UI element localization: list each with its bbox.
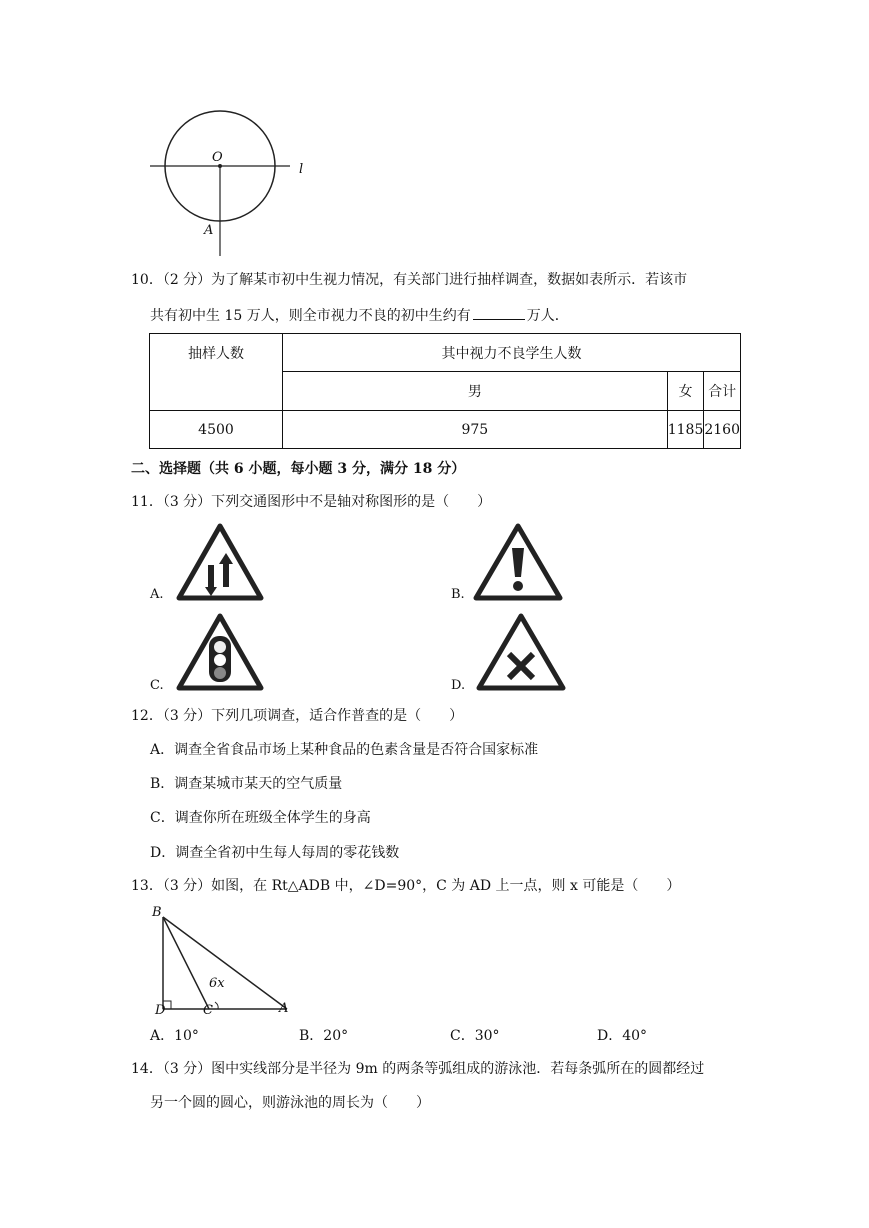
th-bad: 其中视力不良学生人数 [283, 334, 741, 372]
q11-label-d: D. [451, 678, 466, 693]
label-l: l [299, 162, 304, 177]
td-female: 1185 [667, 411, 704, 449]
q12-option-d: D．调查全省初中生每人每周的零花钱数 [150, 845, 400, 861]
sign-c-traffic-light-icon [175, 612, 265, 692]
q12-option-a: A．调查全省食品市场上某种食品的色素含量是否符合国家标准 [150, 742, 539, 758]
label-b: B [152, 905, 162, 920]
q11-label-a: A. [150, 587, 164, 602]
label-a: A [204, 223, 214, 238]
triangle-figure [145, 905, 295, 1020]
label-a2: A [279, 1001, 289, 1016]
q10-line2-post: 万人． [526, 308, 569, 324]
q13-option-d: D．40° [597, 1028, 648, 1044]
q10-line1: 10．（2 分）为了解某市初中生视力情况，有关部门进行抽样调查，数据如表所示．若该市 [131, 272, 688, 288]
q11-label-c: C. [150, 678, 164, 693]
sign-a-two-way-traffic-icon [175, 522, 265, 602]
circle-line-figure [140, 108, 320, 258]
q13-stem: 13．（3 分）如图，在 Rt△ADB 中，∠D=90°，C 为 AD 上一点，则 x 可能是（ ） [131, 878, 681, 894]
q12-option-b: B．调查某城市某天的空气质量 [150, 776, 343, 792]
th-sample: 抽样人数 [150, 334, 283, 411]
label-c: C [203, 1003, 213, 1018]
q12-option-c: C．调查你所在班级全体学生的身高 [150, 810, 371, 826]
q11-label-b: B. [451, 587, 465, 602]
q13-option-b: B．20° [299, 1028, 349, 1044]
sign-d-cross-icon [475, 612, 567, 692]
td-total: 2160 [704, 411, 741, 449]
sign-b-warning-icon [472, 522, 564, 602]
th-male: 男 [283, 372, 668, 411]
th-total: 合计 [704, 372, 741, 411]
q10-line2-pre: 共有初中生 15 万人，则全市视力不良的初中生约有 [150, 308, 471, 324]
q14-line1: 14．（3 分）图中实线部分是半径为 9m 的两条等弧组成的游泳池．若每条弧所在的圆都经过 [131, 1061, 705, 1077]
answer-blank[interactable] [473, 305, 525, 320]
q13-option-a: A．10° [150, 1028, 199, 1044]
q13-option-c: C．30° [450, 1028, 500, 1044]
td-male: 975 [283, 411, 668, 449]
q11-stem: 11．（3 分）下列交通图形中不是轴对称图形的是（ ） [131, 494, 492, 510]
section-heading: 二、选择题（共 6 小题，每小题 3 分，满分 18 分） [131, 461, 466, 477]
td-sample: 4500 [150, 411, 283, 449]
th-female: 女 [667, 372, 704, 411]
q14-line2: 另一个圆的圆心，则游泳池的周长为（ ） [150, 1095, 430, 1111]
q10-line2 [150, 305, 569, 326]
vision-table [149, 333, 741, 449]
label-d: D [155, 1003, 166, 1018]
label-o: O [212, 150, 223, 165]
label-angle: 6x [209, 976, 225, 991]
q12-stem: 12．（3 分）下列几项调查，适合作普查的是（ ） [131, 708, 464, 724]
